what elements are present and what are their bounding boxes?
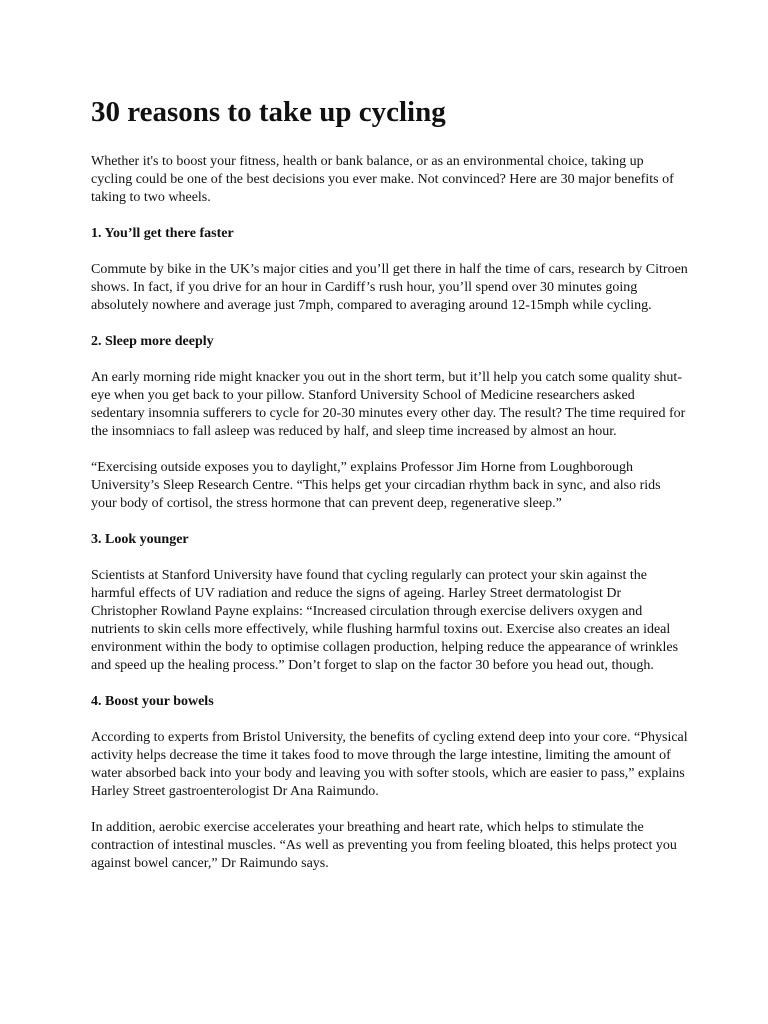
section-4-paragraph-1: According to experts from Bristol University, the benefits of cycling extend deep into your core. “Physical activity helps decrease the time it takes food to move through the large intestine, limiting the amount of water absorbed back into your body and leaving you with softer stools, which are easier to pass,” explains Harley Street gastroenterologist Dr Ana Raimundo. [91,730,688,799]
section-3-paragraph-1: Scientists at Stanford University have found that cycling regularly can protect your skin against the harmful effects of UV radiation and reduce the signs of ageing. Harley Street dermatologist Dr Christopher Rowland Payne explains: “Increased circulation through exercise delivers oxygen and nutrients to skin cells more effectively, while flushing harmful toxins out. Exercise also creates an ideal environment within the body to optimise collagen production, helping reduce the appearance of wrinkles and speed up the healing process.” Don’t forget to slap on the factor 30 before you head out, though. [91,568,679,673]
section-heading-3: 3. Look younger [91,532,189,547]
intro-paragraph: Whether it's to boost your fitness, health or bank balance, or as an environmental choice, taking up cycling could be one of the best decisions you ever make. Not convinced? Here are 30 major benefits of taking to two wheels. [91,154,674,205]
section-1-paragraph-1: Commute by bike in the UK’s major cities and you’ll get there in half the time of cars, research by Citroen shows. In fact, if you drive for an hour in Cardiff’s rush hour, you’ll spend over 30 minutes going absolutely nowhere and average just 7mph, compared to averaging around 12-15mph while cycling. [91,262,688,313]
section-heading-1: 1. You’ll get there faster [91,226,234,241]
section-4-paragraph-2: In addition, aerobic exercise accelerates your breathing and heart rate, which helps to stimulate the contraction of intestinal muscles. “As well as preventing you from feeling bloated, this helps protect you against bowel cancer,” Dr Raimundo says. [91,820,677,871]
section-heading-2: 2. Sleep more deeply [91,334,214,349]
section-2-paragraph-1: An early morning ride might knacker you out in the short term, but it’ll help you catch some quality shut-eye when you get back to your pillow. Stanford University School of Medicine researchers asked sedentary insomnia sufferers to cycle for 20-30 minutes every other day. The result? The time required for the insomniacs to fall asleep was reduced by half, and sleep time increased by almost an hour. [91,370,686,439]
section-2-paragraph-2: “Exercising outside exposes you to daylight,” explains Professor Jim Horne from Loughborough University’s Sleep Research Centre. “This helps get your circadian rhythm back in sync, and also rids your body of cortisol, the stress hormone that can prevent deep, regenerative sleep.” [91,460,661,511]
page-title: 30 reasons to take up cycling [91,96,446,128]
section-heading-4: 4. Boost your bowels [91,694,214,709]
